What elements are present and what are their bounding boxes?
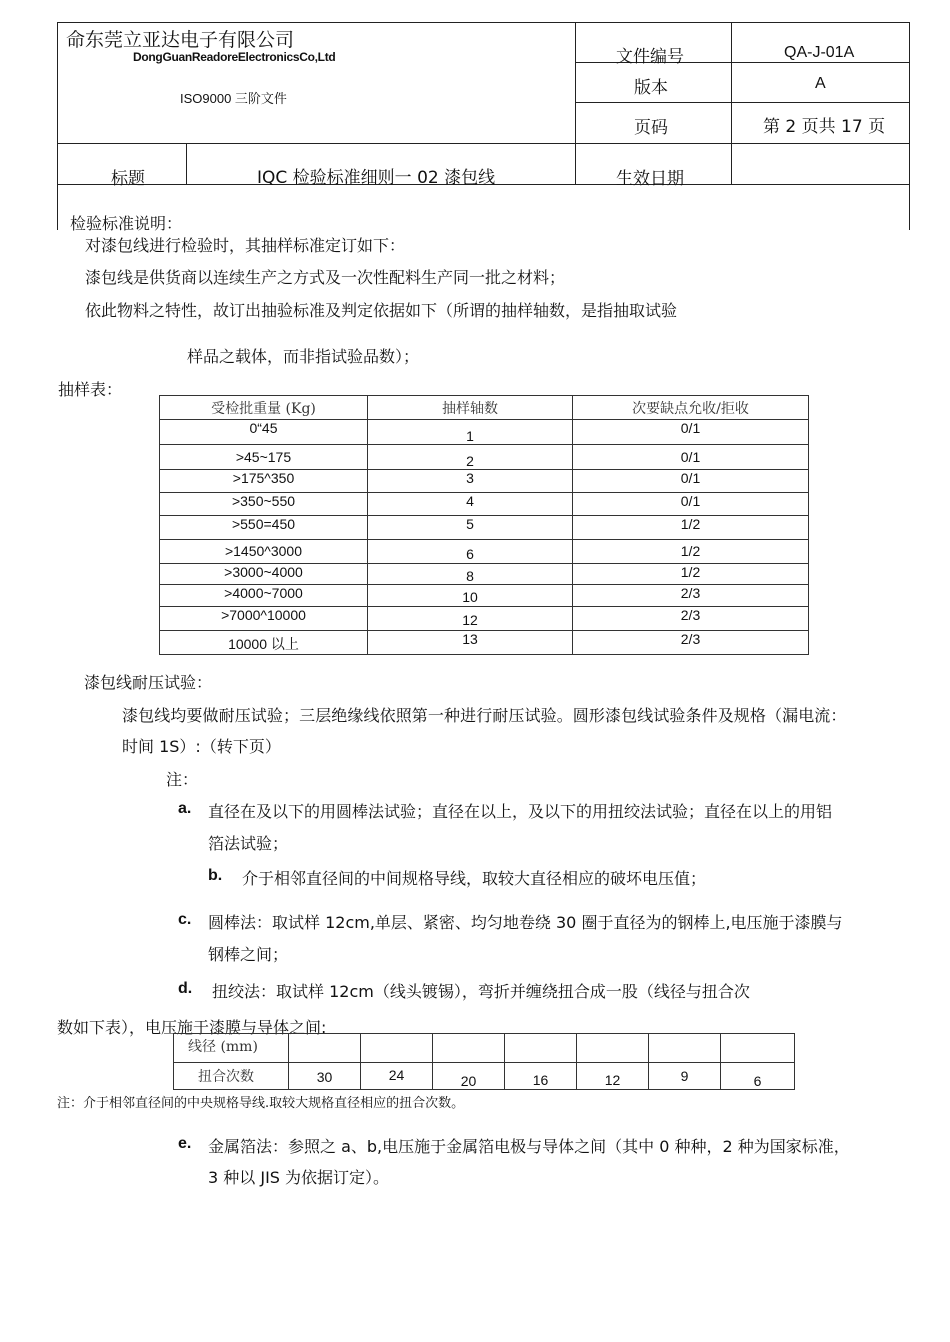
table-row: [160, 564, 809, 585]
item-b-text: 介于相邻直径间的中间规格导线，取较大直径相应的破坏电压值；: [242, 869, 707, 888]
weight-cell: >550=450: [160, 516, 368, 540]
twist-count-cell: 9: [649, 1063, 721, 1090]
item-d-text: 数如下表），电压施于漆膜与导体之间:: [57, 1018, 327, 1037]
voltage-line: 时间 1S）:（转下页）: [122, 737, 281, 756]
accept-cell: 0/1: [573, 493, 809, 516]
intro-heading: 检验标准说明：: [70, 214, 183, 233]
table-row: [160, 631, 809, 655]
item-e-text: 金属箔法：参照之 a、b,电压施于金属箔电极与导体之间（其中 0 种种，2 种为国家标准，: [208, 1137, 850, 1156]
item-a-text: 直径在及以下的用圆棒法试验；直径在以上，及以下的用扭绞法试验；直径在以上的用铝: [208, 802, 833, 821]
twist-count-cell: 6: [721, 1063, 795, 1090]
weight-cell: >3000~4000: [160, 564, 368, 585]
intro-line: 样品之载体，而非指试验品数）；: [187, 347, 420, 366]
intro-line: 依此物料之特性，故订出抽验标准及判定依据如下（所谓的抽样轴数，是指抽取试验: [85, 301, 678, 320]
item-a-label: a.: [178, 800, 192, 817]
axes-cell: 5: [368, 516, 573, 540]
note-label: 注：: [166, 770, 199, 789]
header-divider: [575, 102, 910, 103]
body-frame: [57, 185, 910, 230]
axes-cell: 4: [368, 493, 573, 516]
weight-cell: >1450^3000: [160, 540, 368, 564]
axes-cell: 12: [368, 607, 573, 631]
sampling-table: [159, 395, 809, 655]
iso-label: ISO9000 三阶文件: [180, 91, 287, 106]
axes-cell: 10: [368, 585, 573, 607]
weight-cell: >7000^10000: [160, 607, 368, 631]
twist-count-cell: 16: [505, 1063, 577, 1090]
table-row: [160, 540, 809, 564]
diameter-cell: [649, 1034, 721, 1063]
axes-cell: 13: [368, 631, 573, 655]
table-row: [160, 420, 809, 445]
diameter-cell: [721, 1034, 795, 1063]
effective-date-label: 生效日期: [616, 169, 684, 189]
accept-cell: 1/2: [573, 516, 809, 540]
sampling-header-axes: 抽样轴数: [368, 396, 573, 420]
intro-line: 对漆包线进行检验时，其抽样标准定订如下：: [85, 236, 406, 255]
item-e-text: 3 种以 JIS 为依据订定）。: [208, 1168, 390, 1187]
twist-note: 注：介于相邻直径间的中央规格导线.取较大规格直径相应的扭合次数。: [57, 1096, 465, 1111]
accept-cell: 1/2: [573, 564, 809, 585]
weight-cell: >4000~7000: [160, 585, 368, 607]
document-title: IQC 检验标准细则一 02 漆包线: [257, 168, 496, 188]
diameter-cell: [505, 1034, 577, 1063]
table-row: [160, 445, 809, 470]
weight-cell: 0“45: [160, 420, 368, 445]
twist-count-cell: 30: [289, 1063, 361, 1090]
weight-cell: >175^350: [160, 470, 368, 493]
table-row: [174, 1034, 795, 1063]
header-divider: [186, 143, 187, 185]
accept-cell: 0/1: [573, 420, 809, 445]
twist-count-cell: 12: [577, 1063, 649, 1090]
diameter-cell: [361, 1034, 433, 1063]
item-c-text: 圆棒法：取试样 12cm,单层、紧密、均匀地卷绕 30 圈于直径为的钢棒上,电压施于漆膜与: [208, 913, 843, 932]
item-d-text: 扭绞法：取试样 12cm（线头镀锡），弯折并缠绕扭合成一股（线径与扭合次: [212, 982, 750, 1001]
weight-cell: 10000 以上: [160, 631, 368, 655]
axes-cell: 1: [368, 420, 573, 445]
diameter-cell: [289, 1034, 361, 1063]
accept-cell: 2/3: [573, 631, 809, 655]
voltage-line: 漆包线均要做耐压试验；三层绝缘线依照第一种进行耐压试验。圆形漆包线试验条件及规格（漏电流：: [122, 706, 847, 725]
company-name-en: DongGuanReadoreElectronicsCo,Ltd: [133, 50, 336, 64]
wire-diameter-label: 线径 (mm): [174, 1034, 289, 1063]
table-row: [160, 470, 809, 493]
table-row: [160, 516, 809, 540]
table-row: [160, 585, 809, 607]
version-value: A: [815, 75, 826, 92]
twist-table: [173, 1033, 795, 1090]
diameter-cell: [577, 1034, 649, 1063]
accept-cell: 0/1: [573, 445, 809, 470]
axes-cell: 2: [368, 445, 573, 470]
header-divider: [57, 143, 910, 144]
weight-cell: >350~550: [160, 493, 368, 516]
doc-no-value: QA-J-01A: [784, 44, 855, 61]
item-e-label: e.: [178, 1135, 192, 1152]
twist-count-cell: 20: [433, 1063, 505, 1090]
item-c-text: 钢棒之间；: [208, 945, 289, 964]
table-row: [160, 493, 809, 516]
doc-no-label: 文件编号: [616, 47, 684, 67]
accept-cell: 1/2: [573, 540, 809, 564]
sampling-header-accept: 次要缺点允收/拒收: [573, 396, 809, 420]
axes-cell: 6: [368, 540, 573, 564]
item-c-label: c.: [178, 911, 192, 928]
page-value: 第 2 页共 17 页: [763, 117, 886, 137]
accept-cell: 0/1: [573, 470, 809, 493]
diameter-cell: [433, 1034, 505, 1063]
table-row: [160, 607, 809, 631]
accept-cell: 2/3: [573, 607, 809, 631]
axes-cell: 8: [368, 564, 573, 585]
page-label: 页码: [634, 118, 668, 138]
weight-cell: >45~175: [160, 445, 368, 470]
twist-count-label: 扭合次数: [174, 1063, 289, 1090]
voltage-heading: 漆包线耐压试验：: [84, 673, 213, 692]
sampling-title: 抽样表：: [58, 380, 123, 399]
title-label: 标题: [111, 169, 145, 189]
version-label: 版本: [634, 78, 668, 98]
axes-cell: 3: [368, 470, 573, 493]
table-row: [174, 1063, 795, 1090]
item-d-label: d.: [178, 980, 193, 997]
sampling-header-weight: 受检批重量 (Kg): [160, 396, 368, 420]
intro-line: 漆包线是供货商以连续生产之方式及一次性配料生产同一批之材料；: [85, 268, 566, 287]
twist-count-cell: 24: [361, 1063, 433, 1090]
header-divider: [575, 22, 576, 185]
header-divider: [731, 22, 732, 185]
accept-cell: 2/3: [573, 585, 809, 607]
item-b-label: b.: [208, 867, 223, 884]
item-a-text: 箔法试验；: [208, 834, 289, 853]
company-name-cn: 命东莞立亚达电子有限公司: [66, 29, 295, 51]
